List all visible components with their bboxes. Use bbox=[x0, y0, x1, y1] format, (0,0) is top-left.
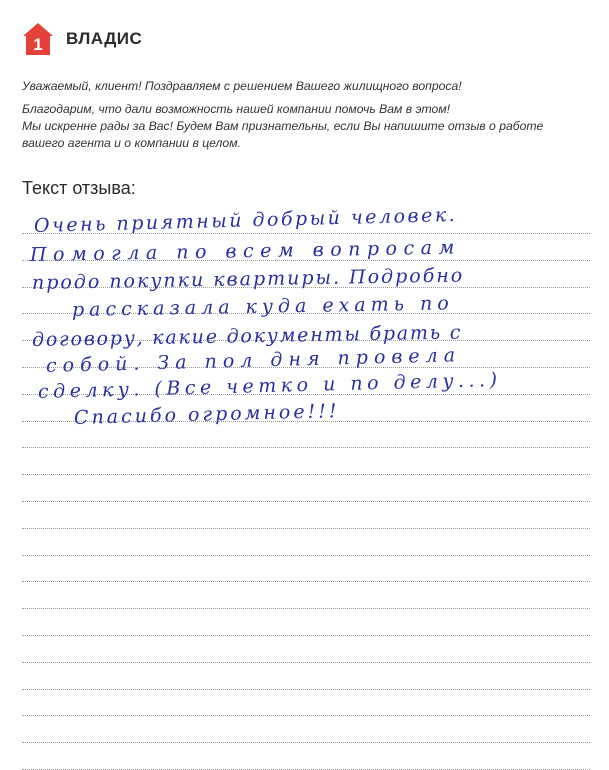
thanks-line: Благодарим, что дали возможность нашей компании помочь Вам в этом! bbox=[22, 102, 451, 116]
handwritten-line: собой. За пол дня провела bbox=[45, 344, 462, 377]
handwritten-line: Помогла по всем вопросам bbox=[29, 236, 461, 266]
ruled-line bbox=[22, 501, 590, 502]
ruled-line bbox=[22, 635, 590, 636]
ruled-line bbox=[22, 662, 590, 663]
ruled-line bbox=[22, 715, 590, 716]
ruled-line bbox=[22, 689, 590, 690]
ruled-line bbox=[22, 555, 590, 556]
handwritten-line: рассказала куда ехать по bbox=[71, 292, 454, 321]
request-line-end: вашего агента и о компании в целом. bbox=[22, 136, 241, 150]
handwritten-line: сделку. (Все четко и по делу...) bbox=[37, 368, 502, 403]
brand-name: ВЛАДИС bbox=[66, 29, 143, 48]
handwritten-line: договору, какие документы брать с bbox=[31, 321, 463, 351]
request-line: Мы искренне рады за Вас! Будем Вам признательны, если Вы напишите отзыв о работе bbox=[22, 119, 544, 133]
ruled-line bbox=[22, 447, 590, 448]
house-logo-icon bbox=[22, 22, 54, 56]
ruled-line bbox=[22, 742, 590, 743]
ruled-line bbox=[22, 528, 590, 529]
intro-text bbox=[22, 78, 582, 152]
review-heading: Текст отзыва: bbox=[22, 178, 136, 198]
thanks-paragraph bbox=[22, 101, 582, 152]
logo-digit: 1 bbox=[33, 35, 43, 54]
ruled-line bbox=[22, 608, 590, 609]
brand-logo bbox=[22, 22, 142, 56]
ruled-line bbox=[22, 474, 590, 475]
greeting-line: Уважаемый, клиент! Поздравляем с решением Вашего жилищного вопроса! bbox=[22, 79, 462, 93]
ruled-line bbox=[22, 581, 590, 582]
handwritten-line: продо покупки квартиры. Подробно bbox=[31, 264, 465, 294]
handwritten-line: Спасибо огромное!!! bbox=[73, 400, 340, 429]
handwritten-line: Очень приятный добрый человек. bbox=[33, 203, 458, 237]
